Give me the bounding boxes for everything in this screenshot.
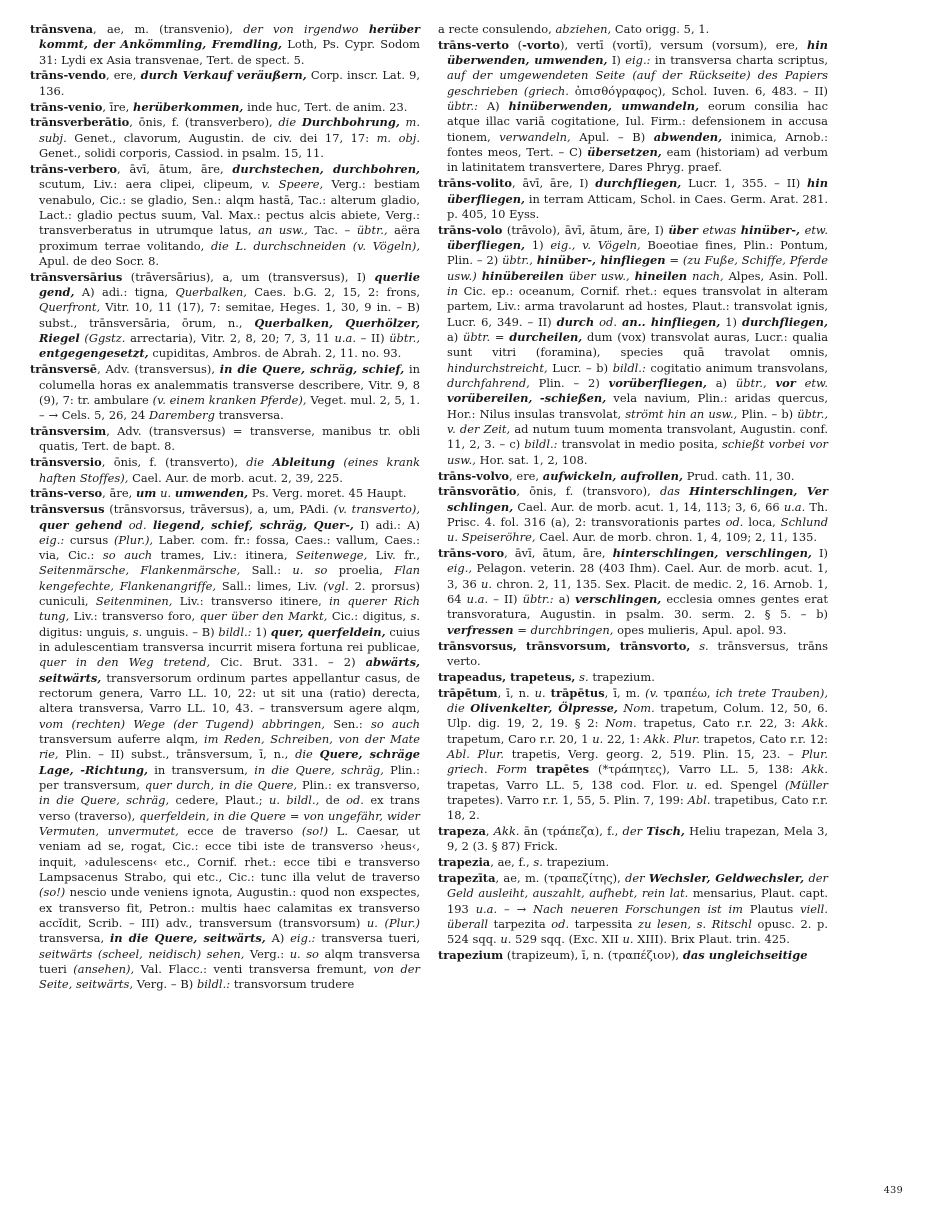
right-text-column	[438, 22, 828, 1172]
dictionary-entry: trapezium (trapizeum), ī, n. (τραπέζιον), das ungleichseitige	[438, 948, 808, 963]
dictionary-entry: trāpētum, ī, n. u. trāpētus, ī, m. (v. τραπέω, ich trete Trauben), die Olivenkelter, Ölpresse, Nom. trapetum, Colum. 12, 50, 6. Ulp. dig. 19, 2, 19. § 2: Nom. trapetus, Cato r.r. 22, 3: Akk. trapetum, Caro r.r. 20, 1 u. 22, 1: Akk. Plur. trapetos, Cato r.r. 12: Abl. Plur. trapetis, Verg. georg. 2, 519. Plin. 15, 23. – Plur. griech. Form trapētes (*τράπητες), Varro LL. 5, 138: Akk. trapetas, Varro LL. 5, 138 cod. Flor. u. ed. Spengel (Müller trapetes). Varro r.r. 1, 55, 5. Plin. 7, 199: Abl. trapetibus, Cato r.r. 18, 2.	[438, 685, 829, 823]
dictionary-entry: trapeadus, trapeteus, s. trapezium.	[438, 669, 655, 684]
dictionary-entry: trāns-volvo, ere, aufwickeln, aufrollen, Prud. cath. 11, 30.	[438, 468, 795, 483]
dictionary-entry: trānsversus (trānsvorsus, trāversus), a, um, PAdi. (v. transver​to), quer gehend od. liegend, schief, schräg, Quer-, I) adi.: A) eig.: cursus (Plur.), Laber. com. fr.: fossa, Caes.: vallum, Caes.: via, Cic.: so auch trames, Liv.: itinera, Seitenwege, Liv. fr., Seitenmärsche, Flankenmärsche, Sall.: u. so proelia, Flan​kengefechte, Flankenangriffe, Sall.: limes, Liv. (vgl. 2. prorsus) cuniculi, Seitenminen, Liv.: transverso itinere, in querer Rich​tung, Liv.: transverso foro, quer über den Markt, Cic.: digitus, s. digitus: unguis, s. unguis. – B) bildl.: 1) quer, querfeldein, cuius in adulescentiam transversa incurrit misera fortuna rei publicae, quer in den Weg tretend, Cic. Brut. 331. – 2) abwärts, seitwärts, transversorum ordinum partes appellantur casus, de​rectorum genera, Varro LL. 10, 22: ut sit una (ratio) derecta, altera transversa, Varro LL. 10, 43. – transversum agere alqm, vom (rechten) Wege (der Tugend) abbringen, Sen.: so auch transversum auferre alqm, im Reden, Schreiben, von der Mate​rie, Plin. – II) subst., trānsversum, ī, n., die Quere, schräge Lage, -Richtung, in transversum, in die Quere, schräg, Plin.: per transversum, quer durch, in die Quere, Plin.: ex transverso, in die Quere, schräg, cedere, Plaut.; u. bildl., de od. ex trans​verso (traverso), querfeldein, in die Quere = von ungefähr, wider Vermuten, unvermutet, ecce de traverso (so!) L. Caesar, ut veniam ad se, rogat, Cic.: ecce tibi iste de transverso ›heus‹, inquit, ›adulescens‹ etc., Cornif. rhet.: ecce tibi e transverso Lampsacenus Strabo, qui etc., Cic.: tunc illa velut de traverso (so!) nescio unde veniens ignota, Augustin.: quod non exspec​tes, ex transverso fit, Petron.: multis haec calamitas ex transver​so accĭdit, Scrib. – III) adv., transversum (transvorsum) u. (Plur.) transversa, in die Quere, seitwärts, A) eig.: transversa tueri, seitwärts (scheel, neidisch) sehen, Verg.: u. so alqm transversa tueri (ansehen), Val. Flacc.: venti transversa fremunt, von der Seite, seitwärts, Verg. – B) bildl.: transvorsum trudere	[30, 502, 421, 992]
dictionary-entry: trāns-verto (-vorto), vertī (vortī), versum (vorsum), ere, hin​überwenden, umwenden, I) eig.: in transversa charta scriptus, auf der umgewendeten Seite (auf der Rückseite) des Papiers geschrieben (griech. ὀπισθόγραφος), Schol. Iuven. 6, 483. – II) übtr.: A) hinüberwenden, umwandeln, eorum consilia hac atque illac variā cogitatione, Iul. Firm.: defensionem in accusa​tionem, verwandeln, Apul. – B) abwenden, inimica, Arnob.: fontes meos, Tert. – C) übersetzen, eam (historiam) ad verbum in latinitatem transvertere, Dares Phryg. praef.	[438, 37, 829, 175]
dictionary-entry: trapezīta, ae, m. (τραπεζίτης), der Wechsler, Geldwechsler, der Geld ausleiht, auszahlt, aufhebt, rein lat. mensarius, Plaut. capt. 193 u.a. – → Nach neueren Forschungen ist im Plautus viell. überall tarpezita od. tarpessita zu lesen, s. Ritschl opusc. 2. p. 524 sqq. u. 529 sqq. (Exc. XII u. XIII). Brix Plaut. trin. 425.	[438, 871, 829, 947]
dictionary-entry: trāns-volo (trāvolo), āvī, ātum, āre, I) über etwas hinüber-, etw. überfliegen, 1) eig., v. Vögeln, Boeotiae fines, Plin.: Pontum, Plin. – 2) übtr., hinüber-, hinfliegen = (zu Fuße, Schiffe, Pferde usw.) hinübereilen über usw., hineilen nach, Alpes, Asin. Poll. in Cic. ep.: oceanum, Cornif. rhet.: eques transvolat in alteram partem, Liv.: arma travolarunt ad hostes, Plaut.: transvolat ignis, Lucr. 6, 349. – II) durch od. an.. hinfliegen, 1) durchfliegen, a) übtr. = durcheilen, dum (vox) transvolat auras, Lucr.: qualia sunt vitri (foramina), species quā travolat omnis, hindurchstreicht, Lucr. – b) bildl.: cogitatio animum transvolans, durchfahrend, Plin. – 2) vorüberfliegen, a) übtr., vor etw. vorübereilen, -schießen, vela navium, Plin.: aridas quercus, Hor.: Nilus insulas transvolat, strömt hin an usw., Plin. – b) übtr., v. der Zeit, ad nutum tuum momenta transvolant, Augustin. conf. 11, 2, 3. – c) bildl.: transvolat in medio posita, schießt vorbei vor usw., Hor. sat. 1, 2, 108.	[438, 222, 829, 467]
page-columns	[30, 22, 905, 1172]
dictionary-entry: trāns-verso, āre, um u. umwenden, Ps. Verg. moret. 45 Haupt.	[30, 486, 407, 501]
dictionary-entry: trānsvena, ae, m. (transvenio), der von irgendwo herüber​kommt, der Ankömmling, Fremdling, Loth, Ps. Cypr. Sodom 31: Lydi ex Asia transvenae, Tert. de spect. 5.	[30, 22, 420, 67]
dictionary-entry: trāns-voro, āvī, ātum, āre, hinterschlingen, verschlingen, I) eig., Pelagon. veterin. 28 (403 Ihm). Cael. Aur. de morb. acut. 1, 3, 36 u. chron. 2, 11, 135. Sex. Placit. de medic. 2, 16. Ar​nob. 1, 64 u.a. – II) übtr.: a) verschlingen, ecclesia omnes gentes erat transvoratura, Augustin. in psalm. 30. serm. 2. § 5. – b) verfressen = durchbringen, opes mulieris, Apul. apol. 93.	[438, 546, 828, 637]
dictionary-entry: trānsverberātio, ōnis, f. (transverbero), die Durchbohrung, m. subj. Genet., clavorum, Augustin. de civ. dei 17, 17: m. obj. Genet., solidi corporis, Cassiod. in psalm. 15, 11.	[30, 115, 421, 161]
dictionary-entry: trāns-venio, īre, herüberkommen, inde huc, Tert. de anim. 23.	[30, 99, 408, 114]
dictionary-entry: trānsversim, Adv. (transversus) = transverse, manibus tr. obli​quatis, Tert. de bapt. 8.	[30, 424, 420, 454]
left-text-column	[30, 22, 420, 1172]
dictionary-entry: trānsversē, Adv. (transversus), in die Quere, schräg, schief, in columella horas ex analemmatis transverse describere, Vitr. 9, 8 (9), 7: tr. ambulare (v. einem kranken Pferde), Veget. mul. 2, 5, 1. – → Cels. 5, 26, 24 Daremberg transversa.	[30, 362, 420, 423]
dictionary-entry: trānsvorātio, ōnis, f. (transvoro), das Hinterschlingen, Ver​schlingen, Cael. Aur. de morb. acut. 1, 14, 113; 3, 6, 66 u.a. Th. Prisc. 4. fol. 316 (a), 2: transvorationis partes od. loca, Schlund u. Speiseröhre, Cael. Aur. de morb. chron. 1, 4, 109; 2, 11, 135.	[438, 484, 829, 545]
page-number: 439	[883, 1185, 903, 1196]
dictionary-entry: trāns-verbero, āvī, ātum, āre, durchstechen, durchbohren, scutum, Liv.: aera clipei, clipeum, v. Speere, Verg.: bestiam venabulo, Cic.: se gladio, Sen.: alqm hastā, Tac.: alterum gladio, Lact.: gladio pectus suum, Val. Max.: pectus alcis abiete, Verg.: transverberatus in utrumque latus, an usw., Tac. – übtr., aëra proximum terrae volitando, die L. durchschneiden (v. Vögeln), Apul. de deo Socr. 8.	[30, 161, 421, 268]
dictionary-entry: trapeza, Akk. ān (τράπεζα), f., der Tisch, Heliu trapezan, Mela 3, 9, 2 (3. § 87) Frick.	[438, 824, 828, 854]
dictionary-entry: trānsversārius (trāversārius), a, um (transversus), I) querlie​gend, A) adi.: tigna, Querbalken, Caes. b.G. 2, 15, 2: frons, Querfront, Vitr. 10, 11 (17), 7: semitae, Heges. 1, 30, 9 in. – B) subst., trānsversāria, ōrum, n., Querbalken, Querhölzer, Riegel (Ggstz. arrectaria), Vitr. 2, 8, 20; 7, 3, 11 u.a. – II) übtr., entgegengesetzt, cupiditas, Ambros. de Abrah. 2, 11. no. 93.	[30, 269, 420, 361]
dictionary-entry: trānsvorsus, trānsvorsum, trānsvorto, s. trānsversus, trāns​verto.	[438, 638, 828, 668]
dictionary-entry: trapezia, ae, f., s. trapezium.	[438, 855, 610, 870]
dictionary-entry: a recte consulendo, abziehen, Cato origg. 5, 1.	[438, 22, 710, 36]
dictionary-entry: trāns-volito, āvī, āre, I) durchfliegen, Lucr. 1, 355. – II) hin​überfliegen, in terram Atticam, Schol. in Caes. Germ. Arat. 281. p. 405, 10 Eyss.	[438, 176, 828, 221]
dictionary-entry: trānsversio, ōnis, f. (transverto), die Ableitung (eines krank​haften Stoffes), Cael. Aur. de morb. acut. 2, 39, 225.	[30, 455, 421, 485]
dictionary-entry: trāns-vendo, ere, durch Verkauf veräußern, Corp. inscr. Lat. 9, 136.	[30, 68, 421, 98]
